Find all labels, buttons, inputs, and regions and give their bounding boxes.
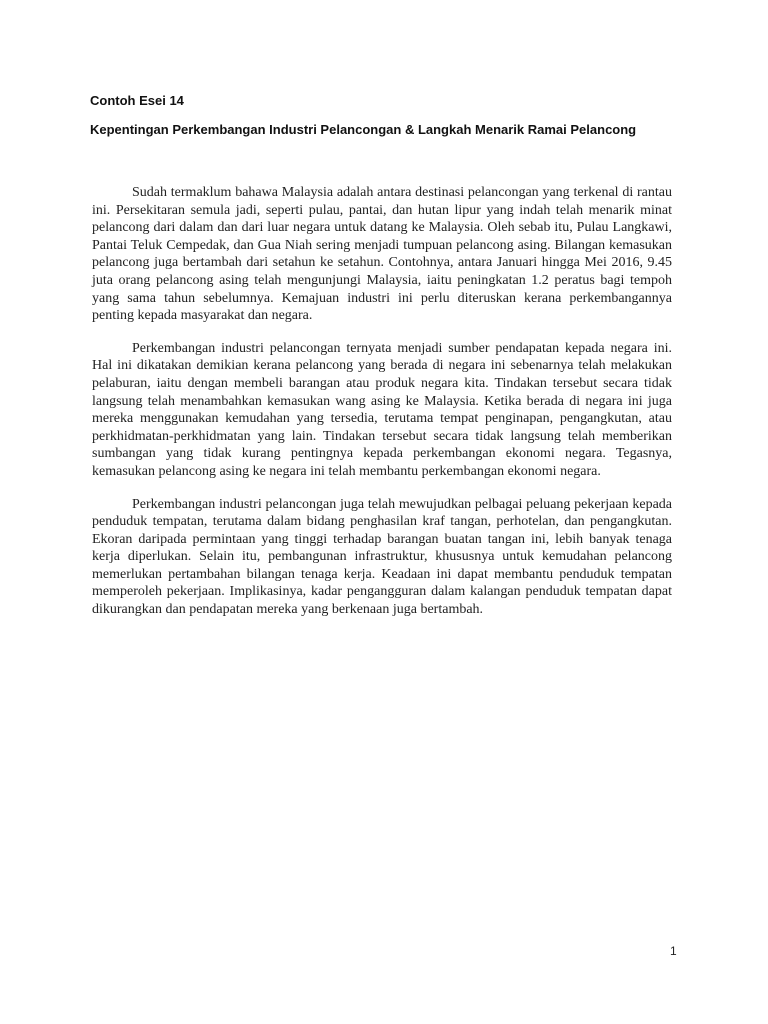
document-title: Kepentingan Perkembangan Industri Pelancongan & Langkah Menarik Ramai Pelancong	[90, 122, 637, 137]
document-label: Contoh Esei 14	[90, 93, 184, 108]
essay-body	[92, 184, 672, 634]
essay-paragraph-2: Perkembangan industri pelancongan ternyata menjadi sumber pendapatan kepada negara ini. Hal ini dikatakan demikian kerana pelancong yang berada di negara ini sebenarnya telah melakukan pelaburan, iaitu dengan membeli barangan atau produk negara kita. Tindakan tersebut secara tidak langsung telah menambahkan kemasukan wang asing ke Malaysia. Ketika berada di negara ini juga mereka menggunakan kemudahan yang tersedia, terutama tempat penginapan, pengangkutan, atau perkhidmatan-perkhidmatan yang lain. Tindakan tersebut secara tidak langsung telah memberikan sumbangan yang tidak kurang pentingnya kepada perkembangan ekonomi negara. Tegasnya, kemasukan pelancong asing ke negara ini telah membantu perkembangan ekonomi negara.	[92, 340, 672, 479]
essay-paragraph-1: Sudah termaklum bahawa Malaysia adalah antara destinasi pelancongan yang terkenal di rantau ini. Persekitaran semula jadi, seperti pulau, pantai, dan hutan lipur yang indah telah menarik minat pelancong dari dalam dan dari luar negara untuk datang ke Malaysia. Oleh sebab itu, Pulau Langkawi, Pantai Teluk Cempedak, dan Gua Niah sering menjadi tumpuan pelancong asing. Bilangan kemasukan pelancong juga bertambah dari setahun ke setahun. Contohnya, antara Januari hingga Mei 2016, 9.45 juta orang pelancong asing telah mengunjungi Malaysia, iaitu peningkatan 1.2 peratus bagi tempoh yang sama tahun sebelumnya. Kemajuan industri ini perlu diteruskan kerana perkembangannya penting kepada masyarakat dan negara.	[92, 185, 672, 324]
essay-paragraph-3: Perkembangan industri pelancongan juga telah mewujudkan pelbagai peluang pekerjaan kepada penduduk tempatan, terutama dalam bidang penghasilan kraf tangan, perhotelan, dan pengangkutan. Ekoran daripada permintaan yang tinggi terhadap barangan buatan tangan ini, lebih banyak tenaga kerja diperlukan. Selain itu, pembangunan infrastruktur, khususnya untuk kemudahan pelancong memerlukan pertambahan bilangan tenaga kerja. Keadaan ini dapat membantu penduduk tempatan memperoleh pekerjaan. Implikasinya, kadar pengangguran dalam kalangan penduduk tempatan dapat dikurangkan dan pendapatan mereka yang berkenaan juga bertambah.	[92, 496, 672, 618]
page-number: 1	[670, 944, 677, 958]
